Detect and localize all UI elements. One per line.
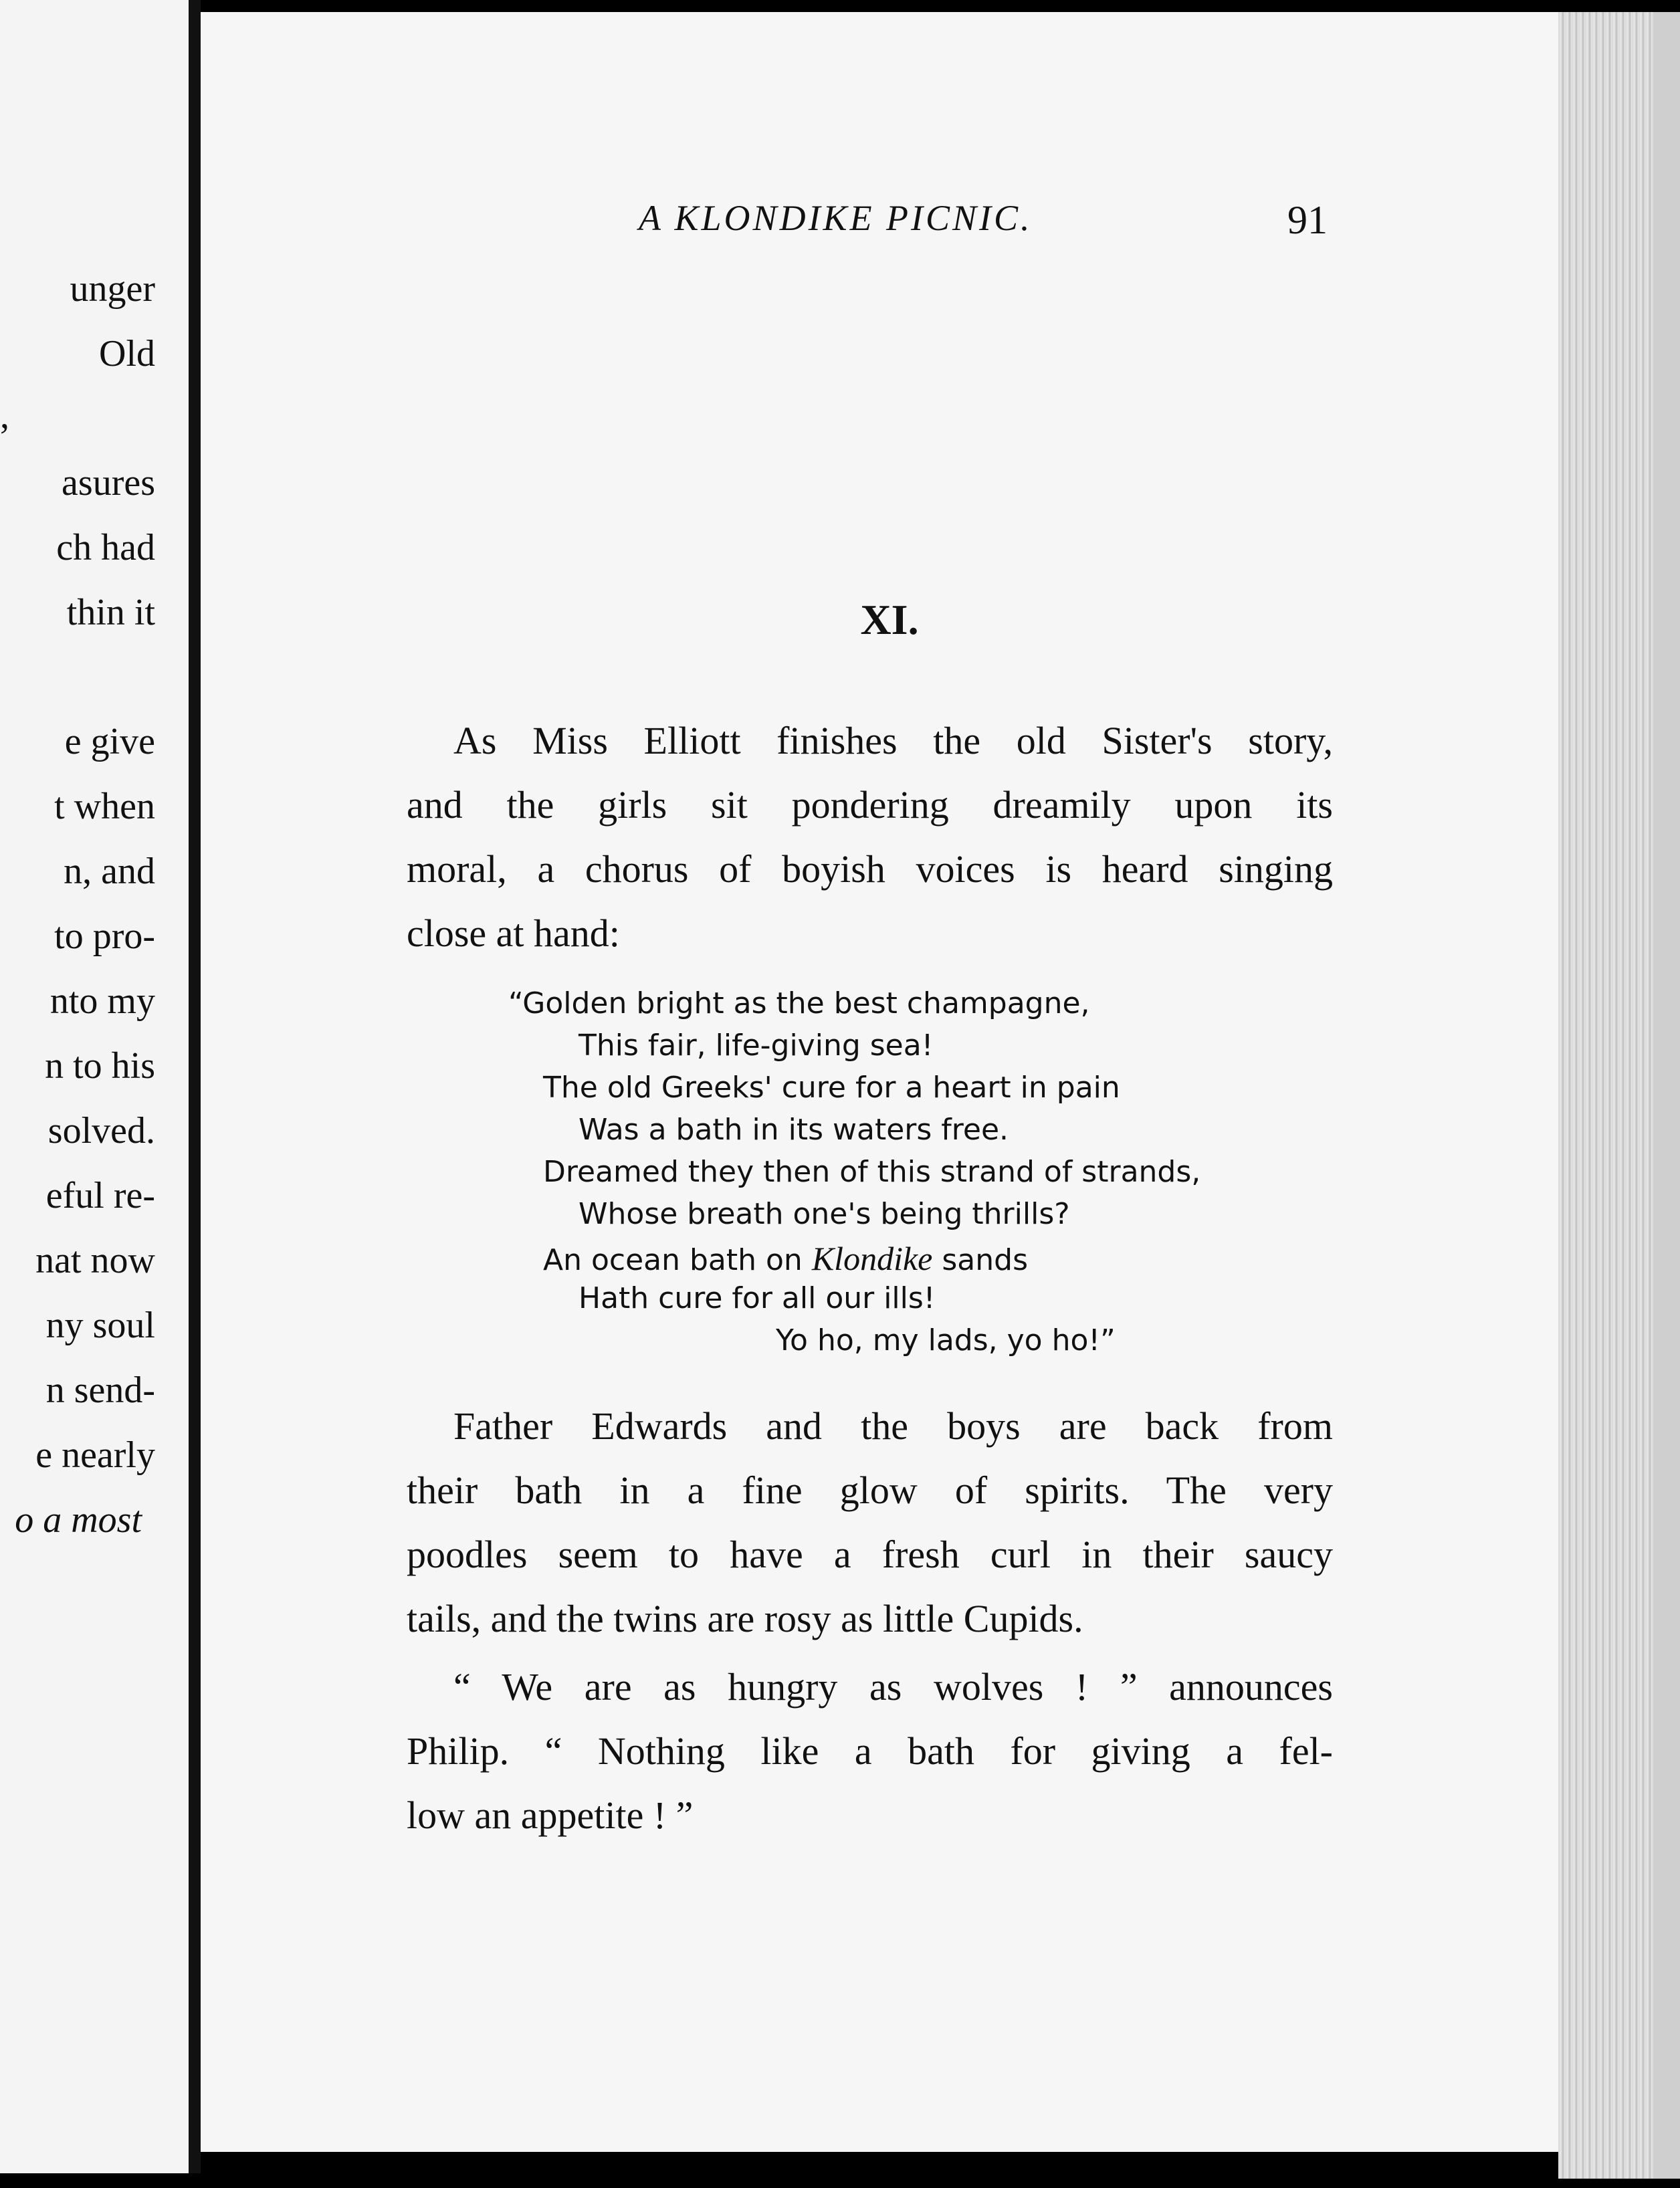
poem-line: “Golden bright as the best champagne, <box>508 986 1090 1020</box>
left-page-line: asures <box>62 462 155 504</box>
left-page-line: o a most <box>15 1499 142 1541</box>
left-page-line: ch had <box>56 527 155 568</box>
left-page-line: n, and <box>64 851 155 892</box>
left-page-line: n to his <box>45 1045 155 1087</box>
poem-italic-word: Klondike <box>811 1240 933 1277</box>
left-page-line: thin it <box>66 592 155 633</box>
left-page-line: eful re- <box>45 1175 155 1216</box>
poem-text: An ocean bath on <box>543 1243 803 1277</box>
text-line: their bath in a fine glow of spirits. The very <box>407 1468 1333 1512</box>
left-page-line: nto my <box>49 980 155 1022</box>
page-edges <box>1558 12 1680 2179</box>
left-page-line: to pro- <box>54 915 155 957</box>
paragraph-3 <box>407 1655 1333 1848</box>
text-line: As Miss Elliott finishes the old Sister's story, <box>453 719 1333 762</box>
text-line: “ We are as hungry as wolves ! ” announces <box>453 1665 1333 1709</box>
poem-line: Hath cure for all our ills! <box>579 1281 936 1315</box>
facing-page-left <box>0 0 189 2173</box>
text-line: moral, a chorus of boyish voices is heard singing <box>407 847 1333 891</box>
poem-text: sands <box>942 1243 1028 1277</box>
left-page-line: nat now <box>35 1240 155 1281</box>
page-number: 91 <box>1287 198 1328 242</box>
left-page-line: e nearly <box>35 1434 155 1476</box>
left-page-line: e give <box>64 721 155 762</box>
paragraph-2 <box>407 1394 1333 1651</box>
left-page-line: unger <box>70 268 155 310</box>
poem-line: The old Greeks' cure for a heart in pain <box>543 1071 1120 1105</box>
text-line: close at hand: <box>407 911 620 955</box>
paragraph-1 <box>407 709 1333 966</box>
text-line: poodles seem to have a fresh curl in their saucy <box>407 1533 1333 1576</box>
text-line: tails, and the twins are rosy as little Cupids. <box>407 1597 1083 1640</box>
poem-line: Yo ho, my lads, yo ho!” <box>776 1323 1116 1357</box>
left-page-line: Old <box>99 333 155 374</box>
chapter-number: XI. <box>860 596 919 643</box>
poem-line: Dreamed they then of this strand of strands, <box>543 1155 1201 1189</box>
left-page-line: t when <box>54 786 155 827</box>
text-line: Father Edwards and the boys are back from <box>453 1404 1333 1448</box>
running-head: A KLONDIKE PICNIC. <box>639 198 1033 238</box>
poem-line: Was a bath in its waters free. <box>579 1113 1009 1147</box>
left-page-line: n send- <box>45 1370 155 1411</box>
left-page-line: solved. <box>47 1110 155 1152</box>
text-line: and the girls sit pondering dreamily upon its <box>407 783 1333 827</box>
poem-line: This fair, life-giving sea! <box>579 1028 934 1063</box>
poem-line <box>543 1239 1028 1278</box>
left-page-mark: , <box>0 395 9 437</box>
book-gutter <box>189 0 201 2173</box>
left-page-line: ny soul <box>45 1305 155 1346</box>
text-line: Philip. “ Nothing like a bath for giving a fel- <box>407 1729 1333 1773</box>
text-line: low an appetite ! ” <box>407 1793 694 1837</box>
poem-line: Whose breath one's being thrills? <box>579 1197 1070 1231</box>
